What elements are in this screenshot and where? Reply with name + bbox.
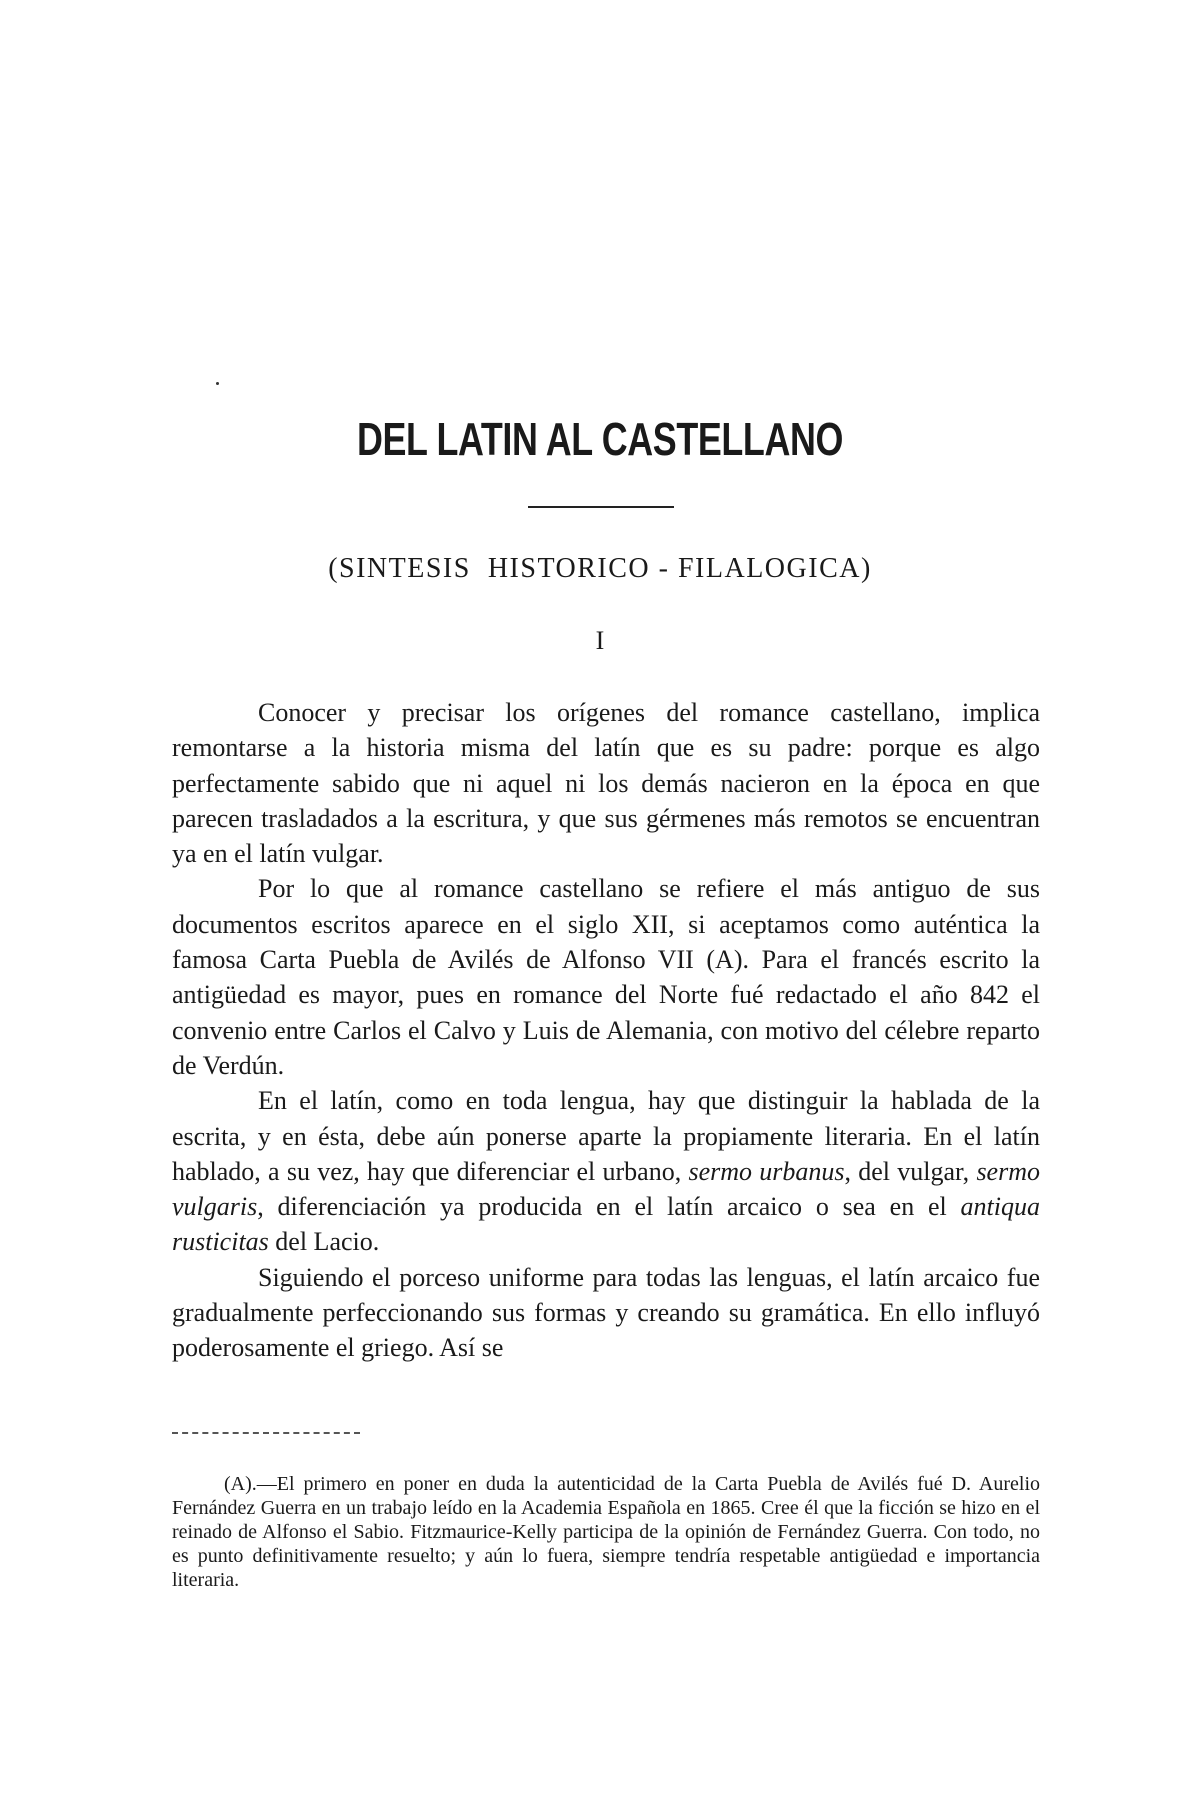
footnote-text: (A).—El primero en poner en duda la autenticidad de la Carta Puebla de Avilés fué D. Aurelio Fernández Guerra en un trabajo leído en la Academia Española en 1865. Cree él que la ficción se hizo en el reinado de Alfonso el Sabio. Fitzmaurice-Kelly participa de la opinión de Fernández Guerra. Con todo, no es punto definitivamente resuelto; y aún lo fuera, siempre tendría respetable antigüedad e importancia literaria. xyxy=(172,1473,1040,1591)
paragraph-1-text: Conocer y precisar los orígenes del romance castellano, implica remontarse a la historia misma del latín que es su padre: porque es algo perfectamente sabido que ni aquel ni los demás nacieron en la época en que parecen trasladados a la escritura, y que sus gérmenes más remotos se encuentran ya en el latín vulgar. xyxy=(172,698,1040,869)
latin-term-antiqua-rusticitas: antiqua rusticitas xyxy=(172,1192,1040,1257)
paragraph-1 xyxy=(172,695,1040,871)
footnote xyxy=(172,1472,1040,1592)
paragraph-2 xyxy=(172,871,1040,1083)
page-title: DEL LATIN AL CASTELLANO xyxy=(356,413,844,465)
paragraph-3-text-b: , del vulgar, xyxy=(844,1156,977,1186)
section-number: I xyxy=(595,626,605,655)
page-subtitle: (SINTESIS HISTORICO - FILALOGICA) xyxy=(328,553,872,584)
paragraph-3-text-c: , diferenciación ya producida en el latín arcaico o sea en el xyxy=(257,1192,961,1222)
body-text xyxy=(172,695,1040,1366)
paragraph-3-text-d: del Lacio. xyxy=(268,1227,380,1257)
paragraph-2-text: Por lo que al romance castellano se refiere el más antiguo de sus documentos escritos aparece en el siglo XII, si aceptamos como auténtica la famosa Carta Puebla de Avilés de Alfonso VII (A). Para el francés escrito la antigüedad es mayor, pues en romance del Norte fué redactado el año 842 el convenio entre Carlos el Calvo y Luis de Alemania, con motivo del célebre reparto de Verdún. xyxy=(172,874,1040,1080)
paragraph-3-text-a: En el latín, como en toda lengua, hay que distinguir la hablada de la escrita, y en ésta, debe aún ponerse aparte la propiamente literaria. En el latín hablado, a su vez, hay que diferenciar el urbano, xyxy=(172,1086,1040,1186)
title-rule xyxy=(528,506,674,508)
latin-term-sermo-vulgaris: sermo vulgaris xyxy=(172,1156,1040,1222)
paragraph-3 xyxy=(172,1083,1040,1259)
paragraph-4 xyxy=(172,1260,1040,1366)
paragraph-4-text: Siguiendo el porceso uniforme para todas las lenguas, el latín arcaico fue gradualmente perfeccionando sus formas y creando su gramática. En ello influyó poderosamente el griego. Así se xyxy=(172,1262,1040,1363)
stray-dot xyxy=(216,382,219,385)
latin-term-sermo-urbanus: sermo urbanus xyxy=(688,1156,845,1186)
footnote-separator xyxy=(172,1432,360,1434)
